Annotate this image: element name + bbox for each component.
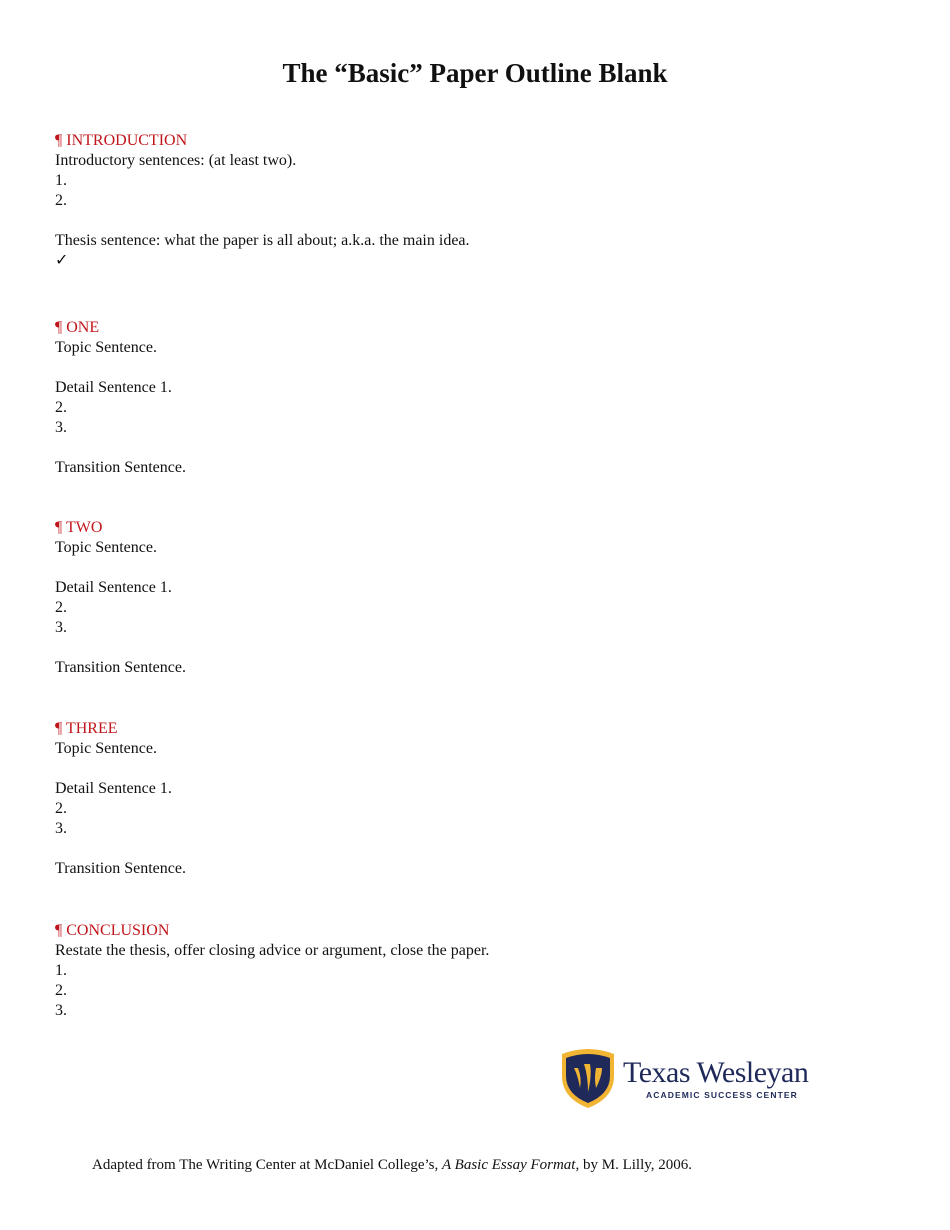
logo-subtitle: ACADEMIC SUCCESS CENTER	[646, 1090, 798, 1100]
paragraph-two-section	[55, 518, 875, 678]
paragraph-one-section	[55, 318, 875, 478]
topic-sentence: Topic Sentence.	[55, 339, 157, 356]
topic-sentence: Topic Sentence.	[55, 539, 157, 556]
texas-wesleyan-logo	[558, 1046, 820, 1110]
paragraph-two-heading: ¶ TWO	[55, 519, 103, 536]
transition-sentence: Transition Sentence.	[55, 860, 186, 877]
checkmark-icon: ✓	[55, 252, 69, 269]
detail-item-2: 2.	[55, 399, 67, 416]
detail-sentence-1: Detail Sentence 1.	[55, 780, 172, 797]
detail-item-2: 2.	[55, 800, 67, 817]
page-title: The “Basic” Paper Outline Blank	[282, 58, 668, 88]
introduction-heading: ¶ INTRODUCTION	[55, 132, 188, 149]
detail-item-3: 3.	[55, 619, 67, 636]
transition-sentence: Transition Sentence.	[55, 459, 186, 476]
intro-item-2: 2.	[55, 192, 67, 209]
introductory-sentences-label: Introductory sentences: (at least two).	[55, 152, 297, 169]
transition-sentence: Transition Sentence.	[55, 659, 186, 676]
paragraph-three-section	[55, 719, 875, 879]
conclusion-label: Restate the thesis, offer closing advice or argument, close the paper.	[55, 942, 490, 959]
footer-prefix: Adapted from The Writing Center at McDaniel College’s,	[92, 1157, 439, 1173]
paragraph-three-heading: ¶ THREE	[55, 720, 118, 737]
detail-item-3: 3.	[55, 419, 67, 436]
attribution-footer	[92, 1155, 692, 1175]
conclusion-item-2: 2.	[55, 982, 67, 999]
paragraph-one-heading: ¶ ONE	[55, 319, 100, 336]
footer-suffix: , by M. Lilly, 2006.	[575, 1157, 693, 1173]
introduction-section	[55, 131, 875, 271]
footer-work-title: A Basic Essay Format	[442, 1157, 576, 1173]
logo-name: Texas Wesleyan	[623, 1056, 809, 1089]
detail-sentence-1: Detail Sentence 1.	[55, 379, 172, 396]
conclusion-heading: ¶ CONCLUSION	[55, 922, 170, 939]
detail-sentence-1: Detail Sentence 1.	[55, 579, 172, 596]
detail-item-2: 2.	[55, 599, 67, 616]
thesis-sentence-label: Thesis sentence: what the paper is all about; a.k.a. the main idea.	[55, 232, 470, 249]
shield-crest-icon	[558, 1046, 618, 1110]
topic-sentence: Topic Sentence.	[55, 740, 157, 757]
conclusion-section	[55, 921, 875, 1021]
conclusion-item-1: 1.	[55, 962, 67, 979]
conclusion-item-3: 3.	[55, 1002, 67, 1019]
intro-item-1: 1.	[55, 172, 67, 189]
detail-item-3: 3.	[55, 820, 67, 837]
